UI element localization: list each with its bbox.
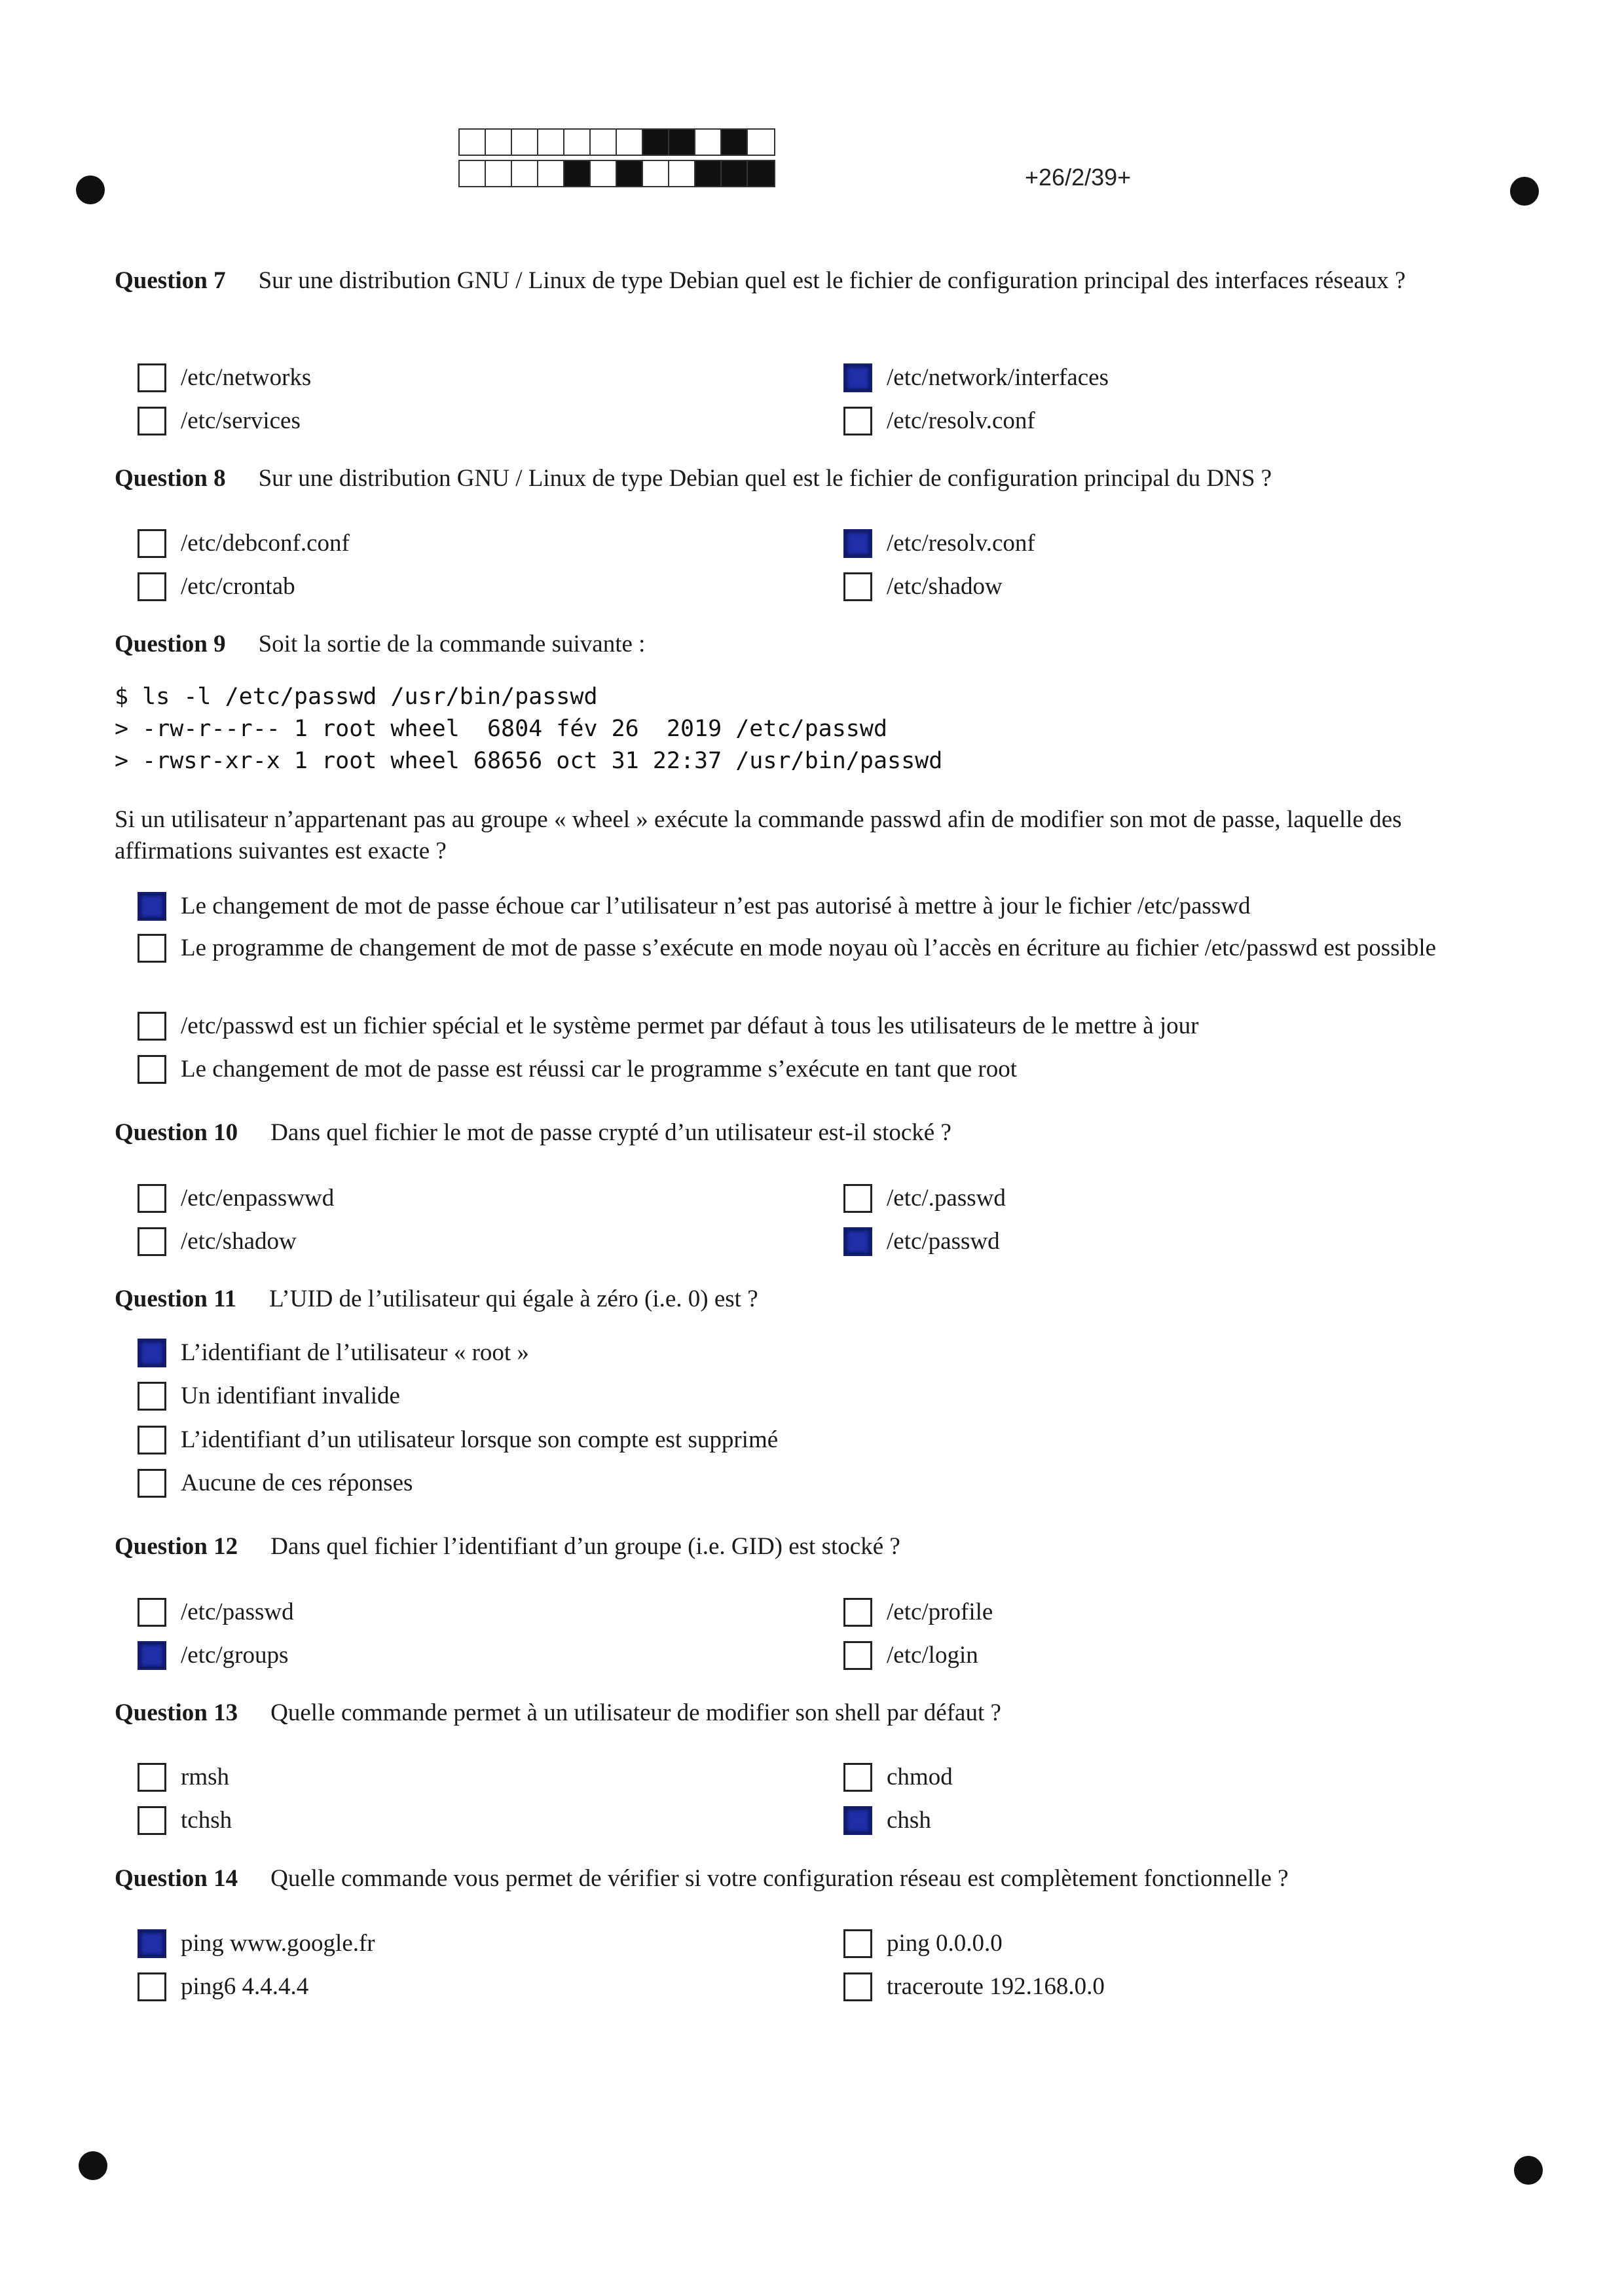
option-label: /etc/networks bbox=[181, 364, 312, 391]
option-label: /etc/services bbox=[181, 407, 301, 434]
checkbox[interactable] bbox=[138, 1972, 166, 2001]
checkbox[interactable] bbox=[138, 572, 166, 601]
option-label: L’identifiant d’un utilisateur lorsque son compte est supprimé bbox=[181, 1426, 779, 1453]
question-text: Quelle commande vous permet de vérifier si votre configuration réseau est complètement fonctionnelle ? bbox=[270, 1865, 1289, 1892]
id-code-cell bbox=[512, 130, 538, 155]
checkbox[interactable] bbox=[138, 529, 166, 558]
answer-option[interactable] bbox=[138, 405, 301, 437]
answer-option[interactable] bbox=[138, 1971, 308, 2003]
id-code-cell bbox=[460, 161, 486, 186]
question-text: Soit la sortie de la commande suivante : bbox=[258, 631, 646, 657]
question-7 bbox=[115, 265, 1509, 297]
answer-option[interactable] bbox=[843, 1226, 1000, 1257]
answer-option[interactable] bbox=[138, 1640, 288, 1671]
checkbox[interactable] bbox=[138, 1227, 166, 1256]
id-code-cell bbox=[564, 161, 591, 186]
option-label: chmod bbox=[887, 1764, 953, 1790]
answer-option[interactable] bbox=[138, 528, 350, 559]
id-code-cell bbox=[512, 161, 538, 186]
question-number: Question 12 bbox=[115, 1533, 238, 1560]
answer-option[interactable] bbox=[843, 1640, 978, 1671]
question-text: Dans quel fichier l’identifiant d’un groupe (i.e. GID) est stocké ? bbox=[270, 1533, 900, 1560]
id-code-cell bbox=[643, 130, 669, 155]
option-label: /etc/shadow bbox=[181, 1228, 297, 1255]
id-code-cell bbox=[722, 130, 748, 155]
option-label: /etc/login bbox=[887, 1642, 978, 1669]
checkbox[interactable] bbox=[138, 1929, 166, 1958]
answer-option[interactable] bbox=[138, 1468, 1513, 1499]
answer-option[interactable] bbox=[138, 1597, 294, 1628]
page-code: +26/2/39+ bbox=[1025, 164, 1132, 191]
answer-option[interactable] bbox=[843, 1597, 993, 1628]
option-label: /etc/passwd est un fichier spécial et le système permet par défaut à tous les utilisateurs de le mettre à jour bbox=[181, 1012, 1199, 1039]
question-number: Question 10 bbox=[115, 1119, 238, 1146]
checkbox[interactable] bbox=[138, 1426, 166, 1454]
question-text: L’UID de l’utilisateur qui égale à zéro (i.e. 0) est ? bbox=[269, 1286, 758, 1312]
answer-option[interactable] bbox=[138, 1762, 229, 1793]
question-number: Question 9 bbox=[115, 631, 226, 657]
id-code-cell bbox=[538, 161, 564, 186]
option-label: /etc/profile bbox=[887, 1599, 993, 1625]
option-label: L’identifiant de l’utilisateur « root » bbox=[181, 1339, 529, 1366]
answer-option[interactable] bbox=[843, 1928, 1003, 1959]
id-code-cell bbox=[591, 161, 617, 186]
answer-option[interactable] bbox=[843, 1183, 1006, 1214]
answer-option[interactable] bbox=[843, 528, 1035, 559]
option-label: Le changement de mot de passe échoue car l’utilisateur n’est pas autorisé à mettre à jour le fichier /etc/passwd bbox=[181, 893, 1251, 919]
question-text: Sur une distribution GNU / Linux de type Debian quel est le fichier de configuration principal du DNS ? bbox=[258, 465, 1272, 492]
answer-option[interactable] bbox=[138, 1054, 1513, 1085]
id-code-cell bbox=[564, 130, 591, 155]
option-label: Un identifiant invalide bbox=[181, 1382, 400, 1409]
answer-option[interactable] bbox=[138, 362, 311, 394]
checkbox[interactable] bbox=[138, 1382, 166, 1411]
answer-option[interactable] bbox=[138, 1424, 1513, 1456]
answer-option[interactable] bbox=[138, 1380, 1513, 1412]
question-text: Sur une distribution GNU / Linux de type Debian quel est le fichier de configuration principal des interfaces réseaux ? bbox=[258, 267, 1406, 294]
checkbox[interactable] bbox=[843, 1806, 872, 1835]
checkbox[interactable] bbox=[138, 1763, 166, 1792]
question-13 bbox=[115, 1697, 1509, 1729]
code-line: > -rw-r--r-- 1 root wheel 6804 fév 26 2019 /etc/passwd bbox=[115, 716, 888, 742]
answer-option[interactable] bbox=[138, 571, 295, 602]
answer-option[interactable] bbox=[843, 405, 1035, 437]
question-number: Question 8 bbox=[115, 465, 226, 492]
checkbox[interactable] bbox=[843, 407, 872, 435]
checkbox[interactable] bbox=[138, 892, 166, 921]
option-label: /etc/resolv.conf bbox=[887, 530, 1035, 557]
id-code-cell bbox=[695, 161, 722, 186]
checkbox[interactable] bbox=[138, 1469, 166, 1498]
option-label: chsh bbox=[887, 1807, 931, 1834]
id-code-cell bbox=[669, 161, 695, 186]
answer-option[interactable] bbox=[843, 362, 1109, 394]
checkbox[interactable] bbox=[843, 1763, 872, 1792]
question-number: Question 7 bbox=[115, 267, 226, 294]
command-output bbox=[115, 681, 942, 777]
answer-option[interactable] bbox=[138, 1010, 1513, 1042]
id-code-cell bbox=[643, 161, 669, 186]
checkbox[interactable] bbox=[843, 529, 872, 558]
answer-option[interactable] bbox=[138, 1226, 297, 1257]
question-number: Question 14 bbox=[115, 1865, 238, 1892]
answer-option[interactable] bbox=[843, 1805, 931, 1836]
checkbox[interactable] bbox=[843, 572, 872, 601]
option-label: ping www.google.fr bbox=[181, 1930, 375, 1957]
checkbox[interactable] bbox=[843, 1641, 872, 1670]
option-label: /etc/network/interfaces bbox=[887, 364, 1109, 391]
id-code-cell bbox=[591, 130, 617, 155]
option-label: /etc/resolv.conf bbox=[887, 407, 1035, 434]
corner-mark-top-right bbox=[1510, 177, 1539, 206]
option-label: ping6 4.4.4.4 bbox=[181, 1973, 309, 2000]
answer-option[interactable] bbox=[843, 1971, 1105, 2003]
id-code-row-top bbox=[458, 128, 775, 156]
answer-option[interactable] bbox=[843, 1762, 953, 1793]
question-number: Question 11 bbox=[115, 1286, 237, 1312]
option-label: /etc/.passwd bbox=[887, 1185, 1006, 1212]
id-code-cell bbox=[538, 130, 564, 155]
checkbox[interactable] bbox=[843, 1184, 872, 1213]
checkbox[interactable] bbox=[843, 1227, 872, 1256]
code-line: > -rwsr-xr-x 1 root wheel 68656 oct 31 22:37 /usr/bin/passwd bbox=[115, 748, 943, 774]
code-line: $ ls -l /etc/passwd /usr/bin/passwd bbox=[115, 684, 598, 710]
checkbox[interactable] bbox=[138, 363, 166, 392]
corner-mark-bottom-right bbox=[1514, 2156, 1543, 2185]
id-code-cell bbox=[748, 130, 774, 155]
answer-option[interactable] bbox=[138, 891, 1513, 922]
question-11 bbox=[115, 1284, 1509, 1315]
option-label: Le changement de mot de passe est réussi car le programme s’exécute en tant que root bbox=[181, 1056, 1018, 1083]
option-label: /etc/groups bbox=[181, 1642, 289, 1669]
question-12 bbox=[115, 1531, 1509, 1563]
id-code-cell bbox=[486, 161, 512, 186]
option-label: /etc/debconf.conf bbox=[181, 530, 350, 557]
checkbox[interactable] bbox=[138, 934, 166, 963]
answer-option[interactable] bbox=[843, 571, 1003, 602]
option-label: /etc/passwd bbox=[181, 1599, 294, 1625]
answer-option[interactable] bbox=[138, 1337, 1513, 1369]
question-9 bbox=[115, 629, 1509, 660]
checkbox[interactable] bbox=[843, 1598, 872, 1627]
id-code-cell bbox=[748, 161, 774, 186]
question-paragraph: Si un utilisateur n’appartenant pas au groupe « wheel » exécute la commande passwd afin de modifier son mot de passe, laquelle des affirmations suivantes est exacte ? bbox=[115, 806, 1402, 864]
option-label: Aucune de ces réponses bbox=[181, 1470, 413, 1496]
option-label: traceroute 192.168.0.0 bbox=[887, 1973, 1105, 2000]
option-label: rmsh bbox=[181, 1764, 229, 1790]
option-label: tchsh bbox=[181, 1807, 232, 1834]
option-label: ping 0.0.0.0 bbox=[887, 1930, 1003, 1957]
question-text: Quelle commande permet à un utilisateur de modifier son shell par défaut ? bbox=[270, 1699, 1001, 1726]
option-label: /etc/crontab bbox=[181, 573, 295, 600]
id-code-cell bbox=[617, 130, 643, 155]
id-code-row-bottom bbox=[458, 160, 775, 187]
corner-mark-bottom-left bbox=[79, 2151, 107, 2180]
checkbox[interactable] bbox=[138, 1184, 166, 1213]
checkbox[interactable] bbox=[138, 407, 166, 435]
question-8 bbox=[115, 463, 1509, 494]
checkbox[interactable] bbox=[843, 1972, 872, 2001]
checkbox[interactable] bbox=[843, 1929, 872, 1958]
checkbox[interactable] bbox=[138, 1806, 166, 1835]
id-code-cell bbox=[669, 130, 695, 155]
option-label: /etc/passwd bbox=[887, 1228, 1000, 1255]
option-label: /etc/shadow bbox=[887, 573, 1003, 600]
option-label: Le programme de changement de mot de passe s’exécute en mode noyau où l’accès en écriture au fichier /etc/passwd est possible bbox=[181, 935, 1437, 961]
option-label: /etc/enpasswwd bbox=[181, 1185, 335, 1212]
id-code-cell bbox=[722, 161, 748, 186]
answer-option[interactable] bbox=[138, 1805, 232, 1836]
checkbox[interactable] bbox=[138, 1641, 166, 1670]
id-code-cell bbox=[695, 130, 722, 155]
checkbox[interactable] bbox=[138, 1012, 166, 1041]
id-code-cell bbox=[486, 130, 512, 155]
answer-option[interactable] bbox=[138, 1928, 375, 1959]
answer-option[interactable] bbox=[138, 1183, 334, 1214]
id-code-cell bbox=[617, 161, 643, 186]
checkbox[interactable] bbox=[138, 1055, 166, 1084]
checkbox[interactable] bbox=[138, 1598, 166, 1627]
id-code-cell bbox=[460, 130, 486, 155]
question-10 bbox=[115, 1117, 1509, 1149]
corner-mark-top-left bbox=[76, 176, 105, 204]
answer-option[interactable] bbox=[138, 933, 1513, 964]
question-14 bbox=[115, 1863, 1509, 1895]
question-number: Question 13 bbox=[115, 1699, 238, 1726]
question-text: Dans quel fichier le mot de passe crypté d’un utilisateur est-il stocké ? bbox=[270, 1119, 951, 1146]
checkbox[interactable] bbox=[138, 1339, 166, 1367]
checkbox[interactable] bbox=[843, 363, 872, 392]
